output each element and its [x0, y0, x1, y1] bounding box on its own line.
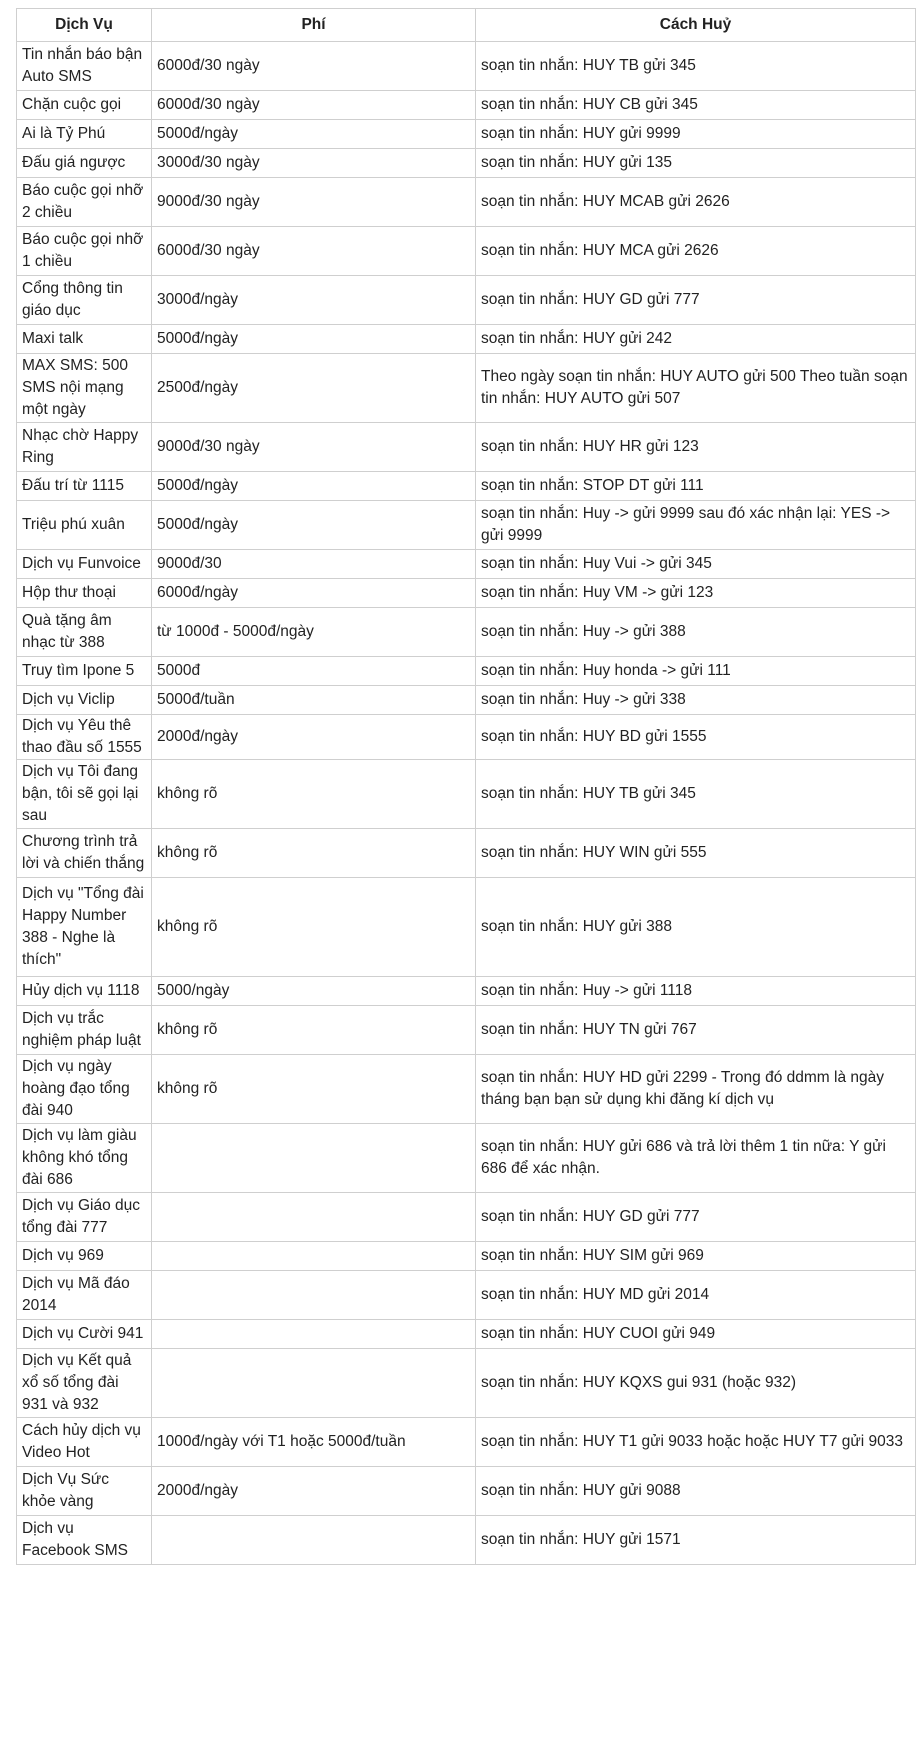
cell-cancel-method: soạn tin nhắn: HUY HR gửi 123 — [476, 423, 916, 472]
cell-service: Dịch vụ "Tổng đài Happy Number 388 - Nghe là thích" — [17, 878, 152, 977]
table-row — [17, 829, 916, 878]
cell-service: Ai là Tỷ Phú — [17, 120, 152, 149]
table-row — [17, 178, 916, 227]
cell-service: Hộp thư thoại — [17, 579, 152, 608]
cell-cancel-method: soạn tin nhắn: HUY BD gửi 1555 — [476, 715, 916, 760]
cell-fee: 9000đ/30 ngày — [152, 178, 476, 227]
service-cancel-table — [16, 8, 916, 1565]
table-row — [17, 550, 916, 579]
cell-fee: 5000đ/ngày — [152, 501, 476, 550]
cell-service: Quà tặng âm nhạc từ 388 — [17, 608, 152, 657]
cell-service: Cổng thông tin giáo dục — [17, 276, 152, 325]
cell-fee: không rõ — [152, 1055, 476, 1124]
table-row — [17, 1124, 916, 1193]
table-row — [17, 1055, 916, 1124]
cell-fee — [152, 1320, 476, 1349]
cell-cancel-method: Theo ngày soạn tin nhắn: HUY AUTO gửi 500 Theo tuần soạn tin nhắn: HUY AUTO gửi 507 — [476, 354, 916, 423]
cell-cancel-method: soạn tin nhắn: HUY TN gửi 767 — [476, 1006, 916, 1055]
cell-fee — [152, 1242, 476, 1271]
cell-service: Tin nhắn báo bận Auto SMS — [17, 42, 152, 91]
cell-fee: 5000đ/ngày — [152, 120, 476, 149]
cell-service: Dịch vụ ngày hoàng đạo tổng đài 940 — [17, 1055, 152, 1124]
cell-service: Dịch vụ trắc nghiệm pháp luật — [17, 1006, 152, 1055]
cell-service: Truy tìm Ipone 5 — [17, 657, 152, 686]
cell-fee: 5000/ngày — [152, 977, 476, 1006]
cell-cancel-method: soạn tin nhắn: HUY gửi 1571 — [476, 1516, 916, 1565]
cell-cancel-method: soạn tin nhắn: HUY gửi 9088 — [476, 1467, 916, 1516]
table-row — [17, 657, 916, 686]
header-service: Dịch Vụ — [17, 9, 152, 42]
table-body — [17, 42, 916, 1565]
cell-cancel-method: soạn tin nhắn: HUY TB gửi 345 — [476, 760, 916, 829]
cell-cancel-method: soạn tin nhắn: Huy -> gửi 1118 — [476, 977, 916, 1006]
cell-fee: 2000đ/ngày — [152, 715, 476, 760]
cell-cancel-method: soạn tin nhắn: Huy -> gửi 338 — [476, 686, 916, 715]
cell-fee: 5000đ/ngày — [152, 325, 476, 354]
cell-service: Dịch vụ Tôi đang bận, tôi sẽ gọi lại sau — [17, 760, 152, 829]
cell-service: Dịch vụ Funvoice — [17, 550, 152, 579]
cell-service: Đấu trí từ 1115 — [17, 472, 152, 501]
cell-service: Dịch vụ Viclip — [17, 686, 152, 715]
cell-fee: 5000đ/tuần — [152, 686, 476, 715]
table-row — [17, 608, 916, 657]
cell-cancel-method: soạn tin nhắn: Huy -> gửi 388 — [476, 608, 916, 657]
cell-cancel-method: soạn tin nhắn: HUY HD gửi 2299 - Trong đó ddmm là ngày tháng bạn bạn sử dụng khi đăng kí dịch vụ — [476, 1055, 916, 1124]
table-row — [17, 423, 916, 472]
table-row — [17, 579, 916, 608]
cell-cancel-method: soạn tin nhắn: HUY WIN gửi 555 — [476, 829, 916, 878]
cell-cancel-method: soạn tin nhắn: HUY TB gửi 345 — [476, 42, 916, 91]
cell-fee — [152, 1271, 476, 1320]
cell-cancel-method: soạn tin nhắn: HUY GD gửi 777 — [476, 276, 916, 325]
cell-service: Triệu phú xuân — [17, 501, 152, 550]
table-row — [17, 878, 916, 977]
table-row — [17, 977, 916, 1006]
table-row — [17, 325, 916, 354]
cell-fee: 3000đ/ngày — [152, 276, 476, 325]
cell-cancel-method: soạn tin nhắn: HUY CB gửi 345 — [476, 91, 916, 120]
cell-service: Dịch vụ Kết quả xổ số tổng đài 931 và 932 — [17, 1349, 152, 1418]
table-row — [17, 227, 916, 276]
cell-service: Dịch Vụ Sức khỏe vàng — [17, 1467, 152, 1516]
table-row — [17, 1193, 916, 1242]
cell-cancel-method: soạn tin nhắn: HUY gửi 242 — [476, 325, 916, 354]
cell-cancel-method: soạn tin nhắn: HUY MCA gửi 2626 — [476, 227, 916, 276]
table-row — [17, 686, 916, 715]
table-row — [17, 501, 916, 550]
cell-fee: không rõ — [152, 1006, 476, 1055]
cell-service: Chương trình trả lời và chiến thắng — [17, 829, 152, 878]
cell-cancel-method: soạn tin nhắn: HUY MD gửi 2014 — [476, 1271, 916, 1320]
cell-cancel-method: soạn tin nhắn: HUY gửi 135 — [476, 149, 916, 178]
cell-cancel-method: soạn tin nhắn: HUY gửi 9999 — [476, 120, 916, 149]
cell-cancel-method: soạn tin nhắn: HUY gửi 686 và trả lời thêm 1 tin nữa: Y gửi 686 để xác nhận. — [476, 1124, 916, 1193]
cell-service: Dịch vụ Facebook SMS — [17, 1516, 152, 1565]
table-row — [17, 1320, 916, 1349]
table-row — [17, 1006, 916, 1055]
cell-fee: 5000đ/ngày — [152, 472, 476, 501]
cell-service: Dịch vụ Cười 941 — [17, 1320, 152, 1349]
table-row — [17, 1516, 916, 1565]
cell-fee: không rõ — [152, 829, 476, 878]
table-row — [17, 91, 916, 120]
cell-service: Dịch vụ 969 — [17, 1242, 152, 1271]
table-row — [17, 760, 916, 829]
cell-fee: 6000đ/30 ngày — [152, 91, 476, 120]
cell-fee: 3000đ/30 ngày — [152, 149, 476, 178]
table-header-row — [17, 9, 916, 42]
cell-cancel-method: soạn tin nhắn: HUY MCAB gửi 2626 — [476, 178, 916, 227]
cell-cancel-method: soạn tin nhắn: Huy VM -> gửi 123 — [476, 579, 916, 608]
cell-service: Chặn cuộc gọi — [17, 91, 152, 120]
cell-cancel-method: soạn tin nhắn: Huy honda -> gửi 111 — [476, 657, 916, 686]
table-row — [17, 1418, 916, 1467]
cell-fee: 6000đ/ngày — [152, 579, 476, 608]
cell-service: Nhạc chờ Happy Ring — [17, 423, 152, 472]
cell-fee: 1000đ/ngày với T1 hoặc 5000đ/tuần — [152, 1418, 476, 1467]
cell-service: Dịch vụ Giáo dục tổng đài 777 — [17, 1193, 152, 1242]
cell-fee — [152, 1516, 476, 1565]
cell-service: Dịch vụ Yêu thê thao đầu số 1555 — [17, 715, 152, 760]
table-row — [17, 1242, 916, 1271]
cell-fee: 2500đ/ngày — [152, 354, 476, 423]
cell-fee: 6000đ/30 ngày — [152, 227, 476, 276]
cell-cancel-method: soạn tin nhắn: STOP DT gửi 111 — [476, 472, 916, 501]
header-cancel-method: Cách Huỷ — [476, 9, 916, 42]
service-table-container — [16, 8, 916, 1565]
table-row — [17, 1467, 916, 1516]
cell-service: Cách hủy dịch vụ Video Hot — [17, 1418, 152, 1467]
cell-cancel-method: soạn tin nhắn: HUY KQXS gui 931 (hoặc 932) — [476, 1349, 916, 1418]
cell-fee — [152, 1124, 476, 1193]
cell-fee: 6000đ/30 ngày — [152, 42, 476, 91]
cell-cancel-method: soạn tin nhắn: Huy -> gửi 9999 sau đó xác nhận lại: YES -> gửi 9999 — [476, 501, 916, 550]
cell-service: Hủy dịch vụ 1118 — [17, 977, 152, 1006]
table-row — [17, 276, 916, 325]
cell-cancel-method: soạn tin nhắn: HUY gửi 388 — [476, 878, 916, 977]
cell-fee: 2000đ/ngày — [152, 1467, 476, 1516]
cell-cancel-method: soạn tin nhắn: HUY CUOI gửi 949 — [476, 1320, 916, 1349]
cell-service: MAX SMS: 500 SMS nội mạng một ngày — [17, 354, 152, 423]
cell-fee: không rõ — [152, 878, 476, 977]
cell-service: Maxi talk — [17, 325, 152, 354]
table-row — [17, 1349, 916, 1418]
cell-fee — [152, 1193, 476, 1242]
cell-fee: từ 1000đ - 5000đ/ngày — [152, 608, 476, 657]
cell-cancel-method: soạn tin nhắn: Huy Vui -> gửi 345 — [476, 550, 916, 579]
cell-service: Đấu giá ngược — [17, 149, 152, 178]
table-row — [17, 715, 916, 760]
table-row — [17, 1271, 916, 1320]
table-row — [17, 120, 916, 149]
cell-service: Báo cuộc gọi nhỡ 2 chiều — [17, 178, 152, 227]
cell-fee: 9000đ/30 — [152, 550, 476, 579]
cell-fee: không rõ — [152, 760, 476, 829]
cell-cancel-method: soạn tin nhắn: HUY T1 gửi 9033 hoặc hoặc HUY T7 gửi 9033 — [476, 1418, 916, 1467]
table-row — [17, 472, 916, 501]
cell-fee — [152, 1349, 476, 1418]
cell-cancel-method: soạn tin nhắn: HUY SIM gửi 969 — [476, 1242, 916, 1271]
table-row — [17, 149, 916, 178]
cell-service: Báo cuộc gọi nhỡ 1 chiều — [17, 227, 152, 276]
cell-service: Dịch vụ làm giàu không khó tổng đài 686 — [17, 1124, 152, 1193]
cell-cancel-method: soạn tin nhắn: HUY GD gửi 777 — [476, 1193, 916, 1242]
table-row — [17, 42, 916, 91]
header-fee: Phí — [152, 9, 476, 42]
table-row — [17, 354, 916, 423]
cell-service: Dịch vụ Mã đáo 2014 — [17, 1271, 152, 1320]
cell-fee: 5000đ — [152, 657, 476, 686]
cell-fee: 9000đ/30 ngày — [152, 423, 476, 472]
